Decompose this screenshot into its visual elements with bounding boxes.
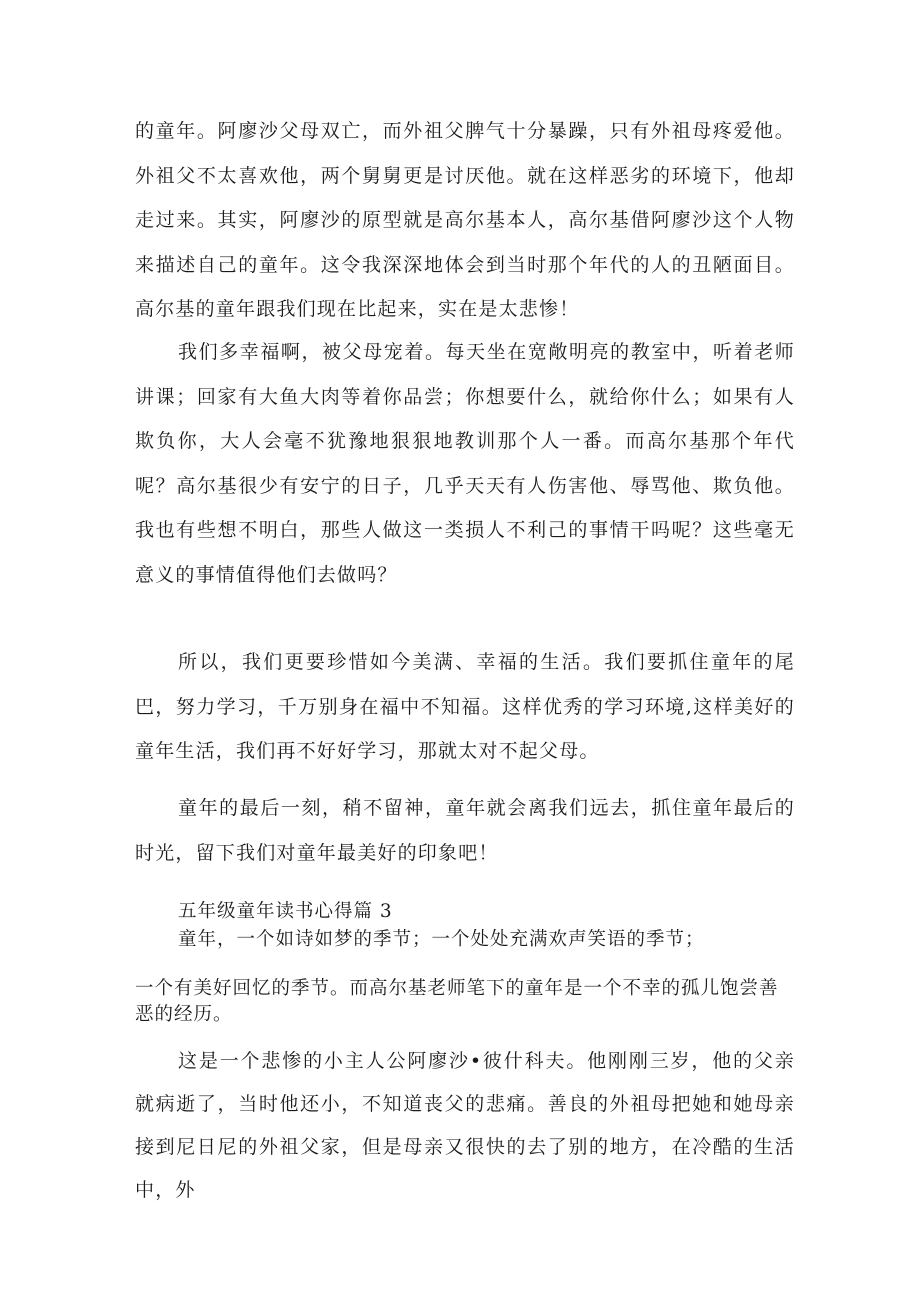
section-intro: 童年，一个如诗如梦的季节；一个处处充满欢声笑语的季节； [178, 929, 705, 950]
paragraph-3: 所以，我们更要珍惜如今美满、幸福的生活。我们要抓住童年的尾巴，努力学习，千万别身在福中不知福。这样优秀的学习环境,这样美好的童年生活，我们再不好好学习，那就太对不起父母。 [135, 651, 795, 762]
paragraph-1: 的童年。阿廖沙父母双亡，而外祖父脾气十分暴躁，只有外祖母疼爱他。外祖父不太喜欢他，两个舅舅更是讨厌他。就在这样恶劣的环境下，他却走过来。其实，阿廖沙的原型就是高尔基本人，高尔基借阿廖沙这个人物来描述自己的童年。这令我深深地体会到当时那个年代的人的丑陋面目。高尔基的童年跟我们现在比起来，实在是太悲惨！ [135, 120, 795, 320]
section-title: 五年级童年读书心得篇 3 [178, 901, 393, 922]
closing-paragraph: 这是一个悲惨的小主人公阿廖沙•彼什科夫。他刚刚三岁，他的父亲就病逝了，当时他还小，不知道丧父的悲痛。善良的外祖母把她和她母亲接到尼日尼的外祖父家，但是母亲又很快的去了别的地方，在冷酷的生活中，外 [135, 1050, 795, 1201]
paragraph-2: 我们多幸福啊，被父母宠着。每天坐在宽敞明亮的教室中，听着老师讲课；回家有大鱼大肉等着你品尝；你想要什么，就给你什么；如果有人欺负你，大人会毫不犹豫地狠狠地教训那个人一番。而高尔基那个年代呢？高尔基很少有安宁的日子，几乎天天有人伤害他、辱骂他、欺负他。我也有些想不明白，那些人做这一类损人不利己的事情干吗呢？这些毫无意义的事情值得他们去做吗？ [135, 341, 795, 586]
paragraph-4: 童年的最后一刻，稍不留神，童年就会离我们远去，抓住童年最后的时光，留下我们对童年最美好的印象吧！ [135, 797, 795, 864]
section-line-2: 一个有美好回忆的季节。而高尔基老师笔下的童年是一个不幸的孤儿饱尝善恶的经历。 [135, 978, 779, 1025]
